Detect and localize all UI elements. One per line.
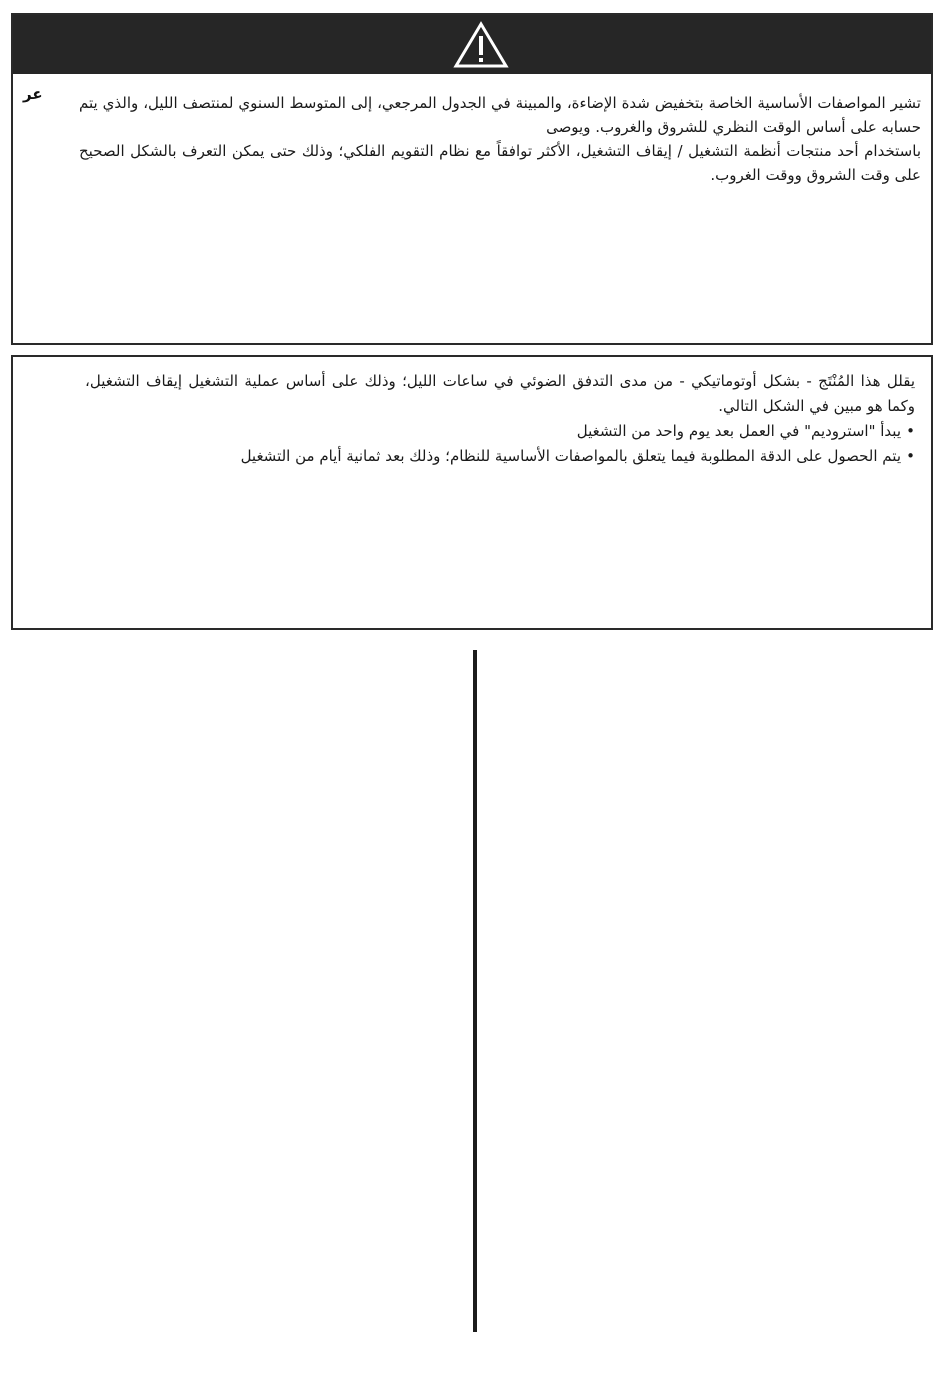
info-box: [11, 355, 933, 630]
warning-text: [79, 91, 921, 187]
warning-box: [11, 13, 933, 345]
warning-triangle-icon: [453, 21, 509, 69]
info-bullet-list: [85, 419, 915, 469]
warning-paragraph-1: تشير المواصفات الأساسية الخاصة بتخفيض شدة الإضاءة، والمبينة في الجدول المرجعي، إلى المتوسط السنوي لمنتصف الليل، والذي يتم حسابه على أساس الوقت النظري للشروق والغروب. ويوصى: [79, 94, 921, 136]
column-divider: [473, 650, 477, 1332]
info-bullet-1: • يبدأ "استروديم" في العمل بعد يوم واحد من التشغيل: [85, 419, 915, 444]
info-bullet-2: • يتم الحصول على الدقة المطلوبة فيما يتعلق بالمواصفات الأساسية للنظام؛ وذلك بعد ثمانية أيام من التشغيل: [85, 444, 915, 469]
warning-paragraph-2: باستخدام أحد منتجات أنظمة التشغيل / إيقاف التشغيل، الأكثر توافقاً مع نظام التقويم الفلكي؛ وذلك حتى يمكن التعرف بالشكل الصحيح على وقت الشروق ووقت الغروب.: [79, 142, 921, 184]
warning-header: [13, 15, 931, 74]
info-lead-paragraph: يقلل هذا المُنْتَج - بشكل أوتوماتيكي - من مدى التدفق الضوئي في ساعات الليل؛ وذلك على أساس عملية التشغيل إيقاف التشغيل، وكما هو مبين في الشكل التالي.: [85, 372, 915, 415]
language-tag: عر: [23, 85, 43, 103]
info-text: [85, 369, 915, 469]
